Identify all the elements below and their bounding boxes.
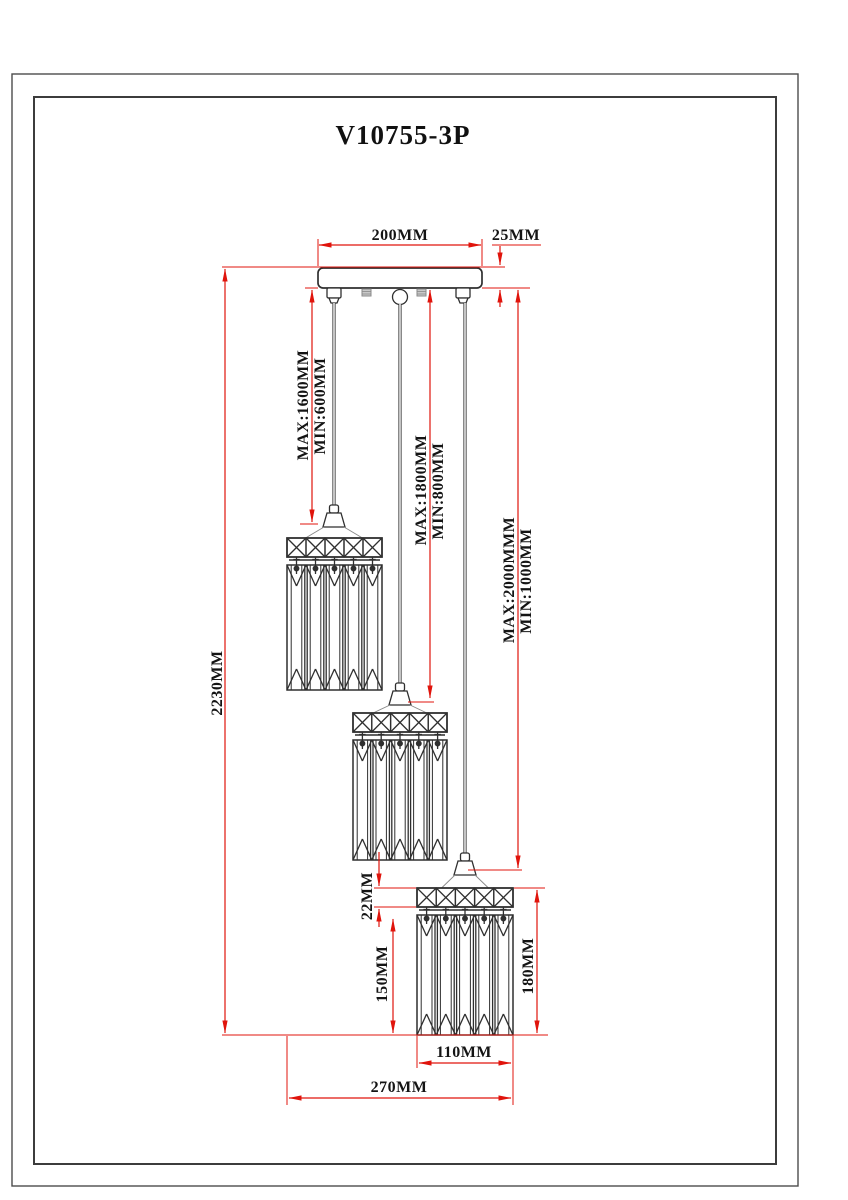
dim-pendant1-min: MIN:600MM	[312, 357, 329, 455]
cord-grip-left	[327, 288, 341, 303]
dim-overall-width: 270MM	[370, 1079, 428, 1096]
dim-band-height: 22MM	[359, 871, 376, 921]
dim-pendant3-max: MAX:2000MMM	[501, 516, 518, 644]
cord-grip-right	[456, 288, 470, 303]
dim-pendant2-max: MAX:1800MM	[413, 434, 430, 546]
dim-pendant1-max: MAX:1600MM	[295, 349, 312, 461]
ceiling-canopy	[318, 268, 482, 288]
dimension-labels	[209, 227, 540, 1096]
dim-canopy-width: 200MM	[371, 227, 429, 244]
dim-shade-total-height: 180MM	[520, 937, 537, 995]
page-title: V10755-3P	[335, 120, 471, 150]
dim-crystal-height: 150MM	[374, 945, 391, 1003]
dim-overall-height: 2230MM	[209, 650, 226, 716]
dim-pendant3-min: MIN:1000MM	[518, 528, 535, 634]
mounting-screw-right	[417, 289, 426, 296]
dim-pendant2-min: MIN:800MM	[430, 442, 447, 540]
dim-canopy-thickness: 25MM	[491, 227, 541, 244]
ball-joint	[393, 290, 408, 305]
mounting-screw-left	[362, 289, 371, 296]
dim-shade-width: 110MM	[436, 1044, 492, 1061]
